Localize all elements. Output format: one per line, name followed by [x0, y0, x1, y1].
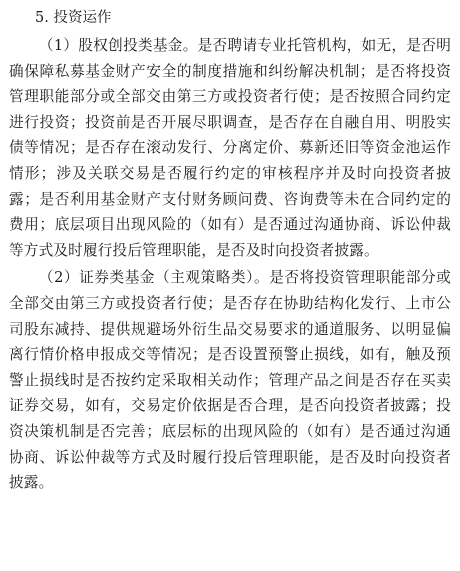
section-heading: 5. 投资运作 [35, 10, 112, 26]
paragraph-equity-venture-funds: （1）股权创投类基金。是否聘请专业托管机构，如无，是否明确保障私募基金财产安全的制度措施和纠纷解决机制；是否将投资管理职能部分或全部交由第三方或投资者行使；是否按照合同约定进行投资；投资前是否开展尽职调查，是否存在自融自用、明股实债等情况；是否存在滚动发行、分离定价、募新还旧等资金池运作情形；涉及关联交易是否履行约定的审核程序并及时向投资者披露；是否利用基金财产支付财务顾问费、咨询费等未在合同约定的费用；底层项目出现风险的（如有）是否通过沟通协商、诉讼仲裁等方式及时履行投后管理职能，是否及时向投资者披露。 [9, 37, 451, 259]
paragraph-securities-funds: （2）证券类基金（主观策略类）。是否将投资管理职能部分或全部交由第三方或投资者行使；是否存在协助结构化发行、上市公司股东减持、提供规避场外衍生品交易要求的通道服务、以明显偏离行情价格申报成交等情况；是否设置预警止损线，如有，触及预警止损线时是否按约定采取相关动作；管理产品之间是否存在买卖证券交易，如有，交易定价依据是否合理，是否向投资者披露；投资决策机制是否完善；底层标的出现风险的（如有）是否通过沟通协商、诉讼仲裁等方式及时履行投后管理职能，是否及时向投资者披露。 [9, 269, 451, 492]
